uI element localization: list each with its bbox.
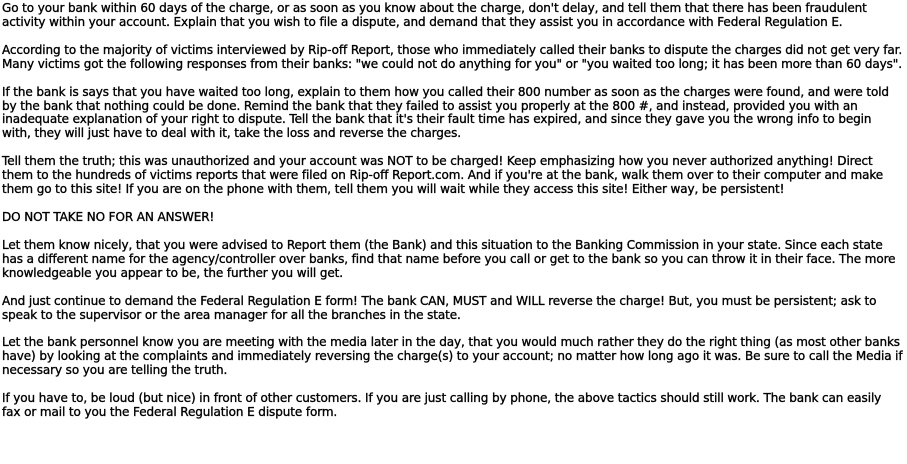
paragraph-tell-the-truth: Tell them the truth; this was unauthorized and your account was NOT to be charged! Keep emphasizing how you never authorized anything! Direct them to the hundreds of victims reports that were filed on Rip-off Report.com. And if you're at the bank, walk them over to their computer and make them go to this site! If you are on the phone with them, tell them you will wait while they access this site! Either way, be persistent! — [2, 154, 884, 197]
paragraph-file-dispute: Go to your bank within 60 days of the charge, or as soon as you know about the charge, don't delay, and tell them that there has been fraudulent activity within your account. Explain that you wish to file a dispute, and demand that they assist you in accordance with Federal Regulation E. — [2, 1, 867, 29]
paragraph-demand-form: And just continue to demand the Federal Regulation E form! The bank CAN, MUST and WILL reverse the charge! But, you must be persistent; ask to speak to the supervisor or the area manager for all the branches in the state. — [2, 293, 877, 322]
paragraph-banking-commission: Let them know nicely, that you were advised to Report them (the Bank) and this situation to the Banking Commission in your state. Since each state has a different name for the agency/controller over banks, find that name before you call or get to the bank so you can throw it in their face. The more knowledgeable you appear to be, the further you will get. — [2, 237, 896, 280]
paragraph-do-not-take-no: DO NOT TAKE NO FOR AN ANSWER! — [2, 209, 215, 224]
paragraph-waited-too-long: If the bank is says that you have waited too long, explain to them how you called their 800 number as soon as the charges were found, and were told by the bank that nothing could be done. Remind the bank that they failed to assist you properly at the 800 #, and instead, provided you with an inadequate explanation of your right to dispute. Tell the bank that it's their fault time has expired, and since they gave you the wrong info to begin with, they will just have to deal with it, take the loss and reverse the charges. — [2, 84, 889, 141]
paragraph-victim-responses: According to the majority of victims interviewed by Rip-off Report, those who immediately called their banks to dispute the charges did not get very far. Many victims got the following responses from their banks: "we could not do anything for you" or "you waited too long; it has been more than 60 days". — [2, 42, 903, 71]
paragraph-media: Let the bank personnel know you are meeting with the media later in the day, that you would much rather they do the right thing (as most other banks have) by looking at the complaints and immediately reversing the charge(s) to your account; no matter how long ago it was. Be sure to call the Media if necessary so you are telling the truth. — [2, 335, 903, 378]
paragraph-be-loud: If you have to, be loud (but nice) in front of other customers. If you are just calling by phone, the above tactics should still work. The bank can easily fax or mail to you the Federal Regulation E dispute form. — [2, 391, 882, 420]
